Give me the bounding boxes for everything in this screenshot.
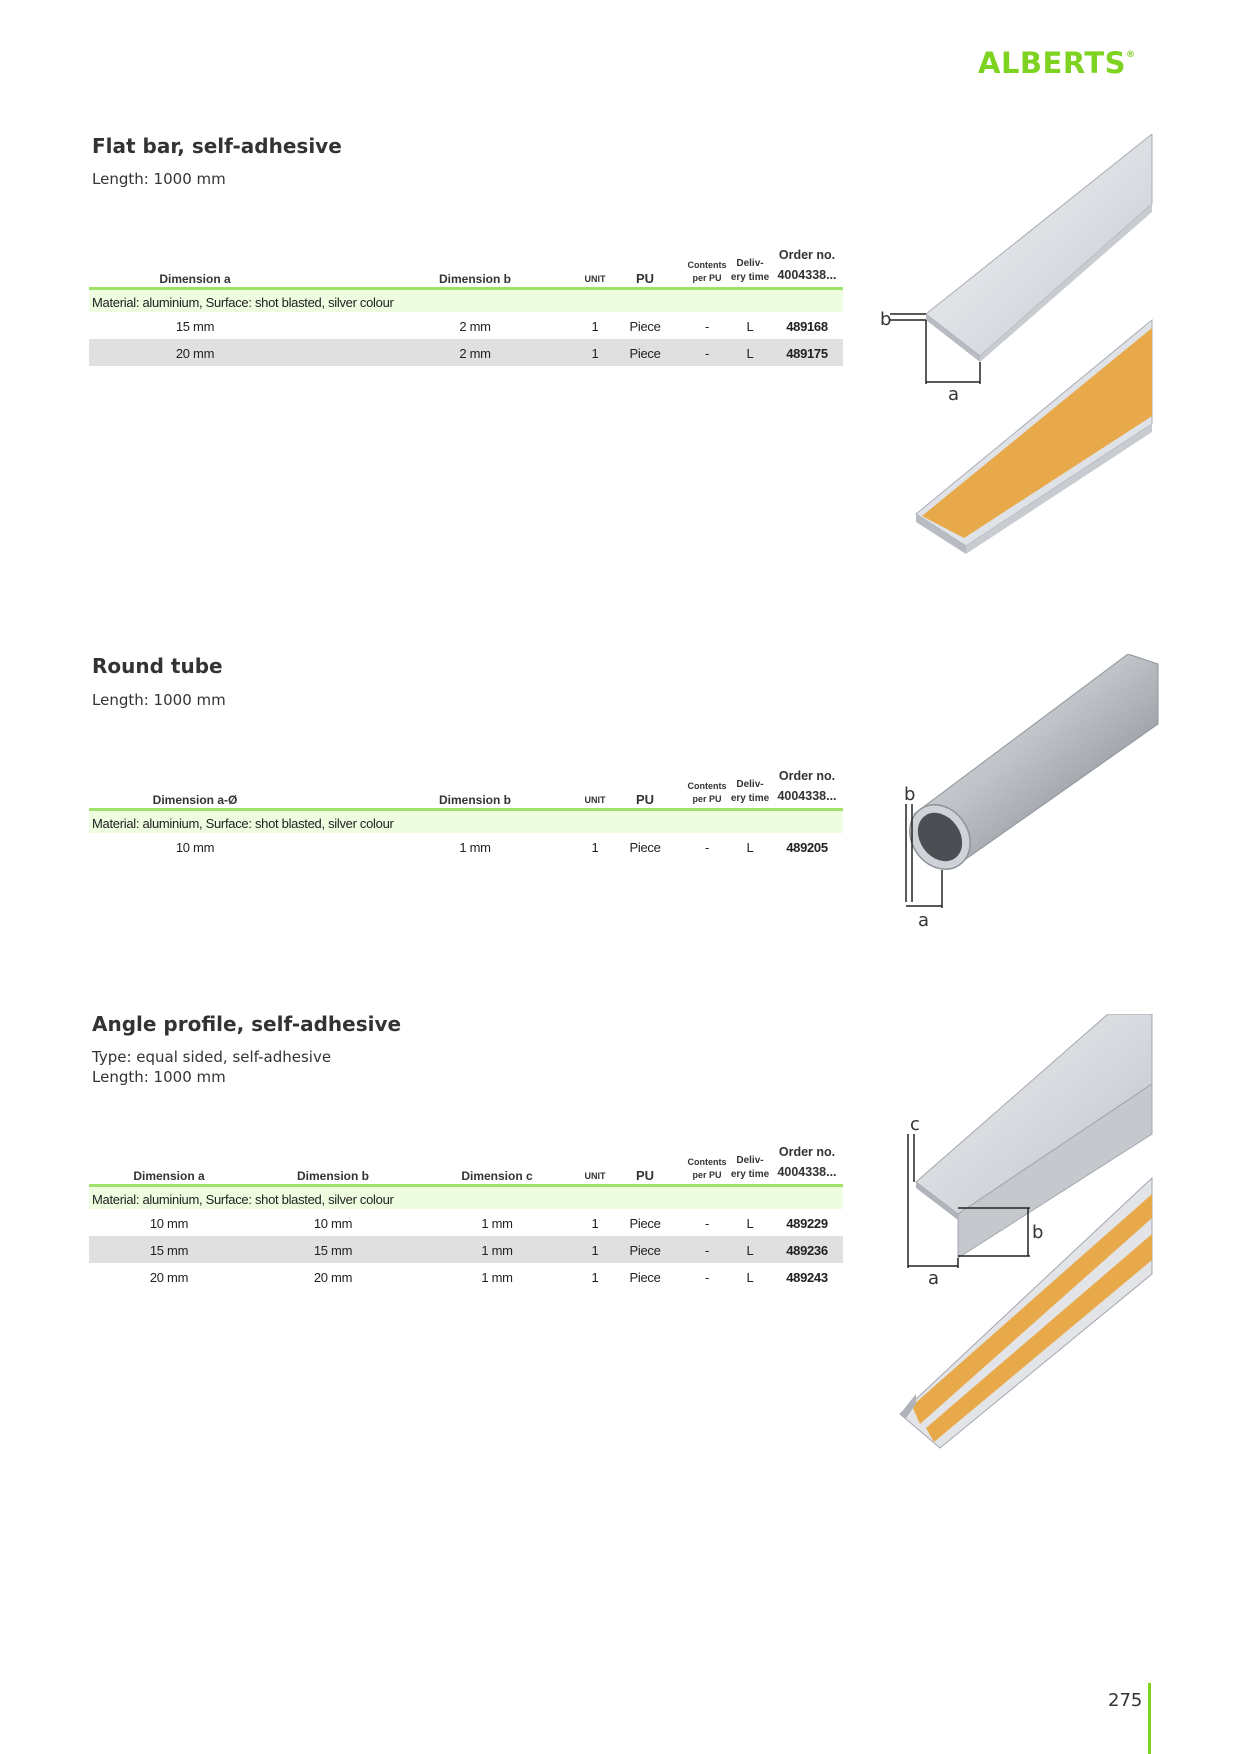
col-contents: Contents per PU [687,260,727,283]
angle-profile-image [886,1014,1160,1454]
section-info-flat-bar [92,169,226,189]
col-pu: PU [635,1168,655,1183]
dim-label-a: a [948,384,960,405]
col-dimension-b: Dimension b [296,1169,369,1183]
col-unit: UNIT [584,795,606,805]
col-contents: Contents per PU [687,781,727,804]
col-delivery: Deliv- ery time [730,1155,770,1180]
col-pu: PU [635,271,655,286]
brand-mark: ® [1126,50,1136,60]
material-row: Material: aluminium, Surface: shot blasted, silver colour [89,287,843,312]
table-row: 20 mm 2 mm 1 Piece - L 489175 [89,339,843,366]
table-row: 15 mm 15 mm 1 mm 1 Piece - L 489236 [89,1236,843,1263]
col-dimension-c: Dimension c [461,1169,533,1183]
dim-label-a: a [928,1268,940,1289]
product-table-angle-profile [89,1145,843,1290]
section-title-angle-profile: Angle profile, self-adhesive [92,1012,402,1036]
col-dimension-a-diameter: Dimension a-Ø [152,793,238,807]
col-order-no: Order no. 4004338... [777,769,837,803]
col-unit: UNIT [584,274,606,284]
col-unit: UNIT [584,1171,606,1181]
col-dimension-b: Dimension b [438,793,511,807]
col-order-no: Order no. 4004338... [777,248,837,282]
material-row: Material: aluminium, Surface: shot blasted, silver colour [89,1184,843,1209]
col-dimension-b: Dimension b [438,272,511,286]
col-delivery: Deliv- ery time [730,779,770,804]
info-length: Length: 1000 mm [92,1068,226,1086]
col-dimension-a: Dimension a [159,272,231,286]
info-length: Length: 1000 mm [92,691,226,709]
table-row: 20 mm 20 mm 1 mm 1 Piece - L 489243 [149,1270,828,1285]
dim-label-c: c [910,1114,920,1135]
info-type: Type: equal sided, self-adhesive [92,1048,332,1066]
table-row: 15 mm 2 mm 1 Piece - L 489168 [175,319,828,334]
section-info-angle-profile [92,1047,331,1087]
table-row: 10 mm 1 mm 1 Piece - L 489205 [175,840,828,855]
product-table-round-tube [89,769,843,860]
col-order-no: Order no. 4004338... [777,1145,837,1179]
round-tube-image [896,654,1160,934]
col-pu: PU [635,792,655,807]
page-number: 275 [1108,1690,1143,1711]
col-contents: Contents per PU [687,1157,727,1180]
brand-name: ALBERTS [978,46,1127,80]
product-table-flat-bar [89,248,843,366]
dim-label-a: a [918,910,930,931]
col-dimension-a: Dimension a [133,1169,205,1183]
dim-label-b: b [880,309,892,330]
brand-logo [978,46,1136,80]
flat-bar-image [870,134,1160,564]
table-row: 10 mm 10 mm 1 mm 1 Piece - L 489229 [149,1216,828,1231]
dim-label-b: b [1032,1222,1044,1243]
info-length: Length: 1000 mm [92,170,226,188]
col-delivery: Deliv- ery time [730,258,770,283]
material-row: Material: aluminium, Surface: shot blasted, silver colour [89,808,843,833]
table-header [89,1145,843,1184]
dim-label-b: b [904,784,916,805]
table-header [89,248,843,287]
section-info-round-tube [92,690,226,710]
page-number-bar [1148,1683,1151,1754]
section-title-flat-bar: Flat bar, self-adhesive [92,134,342,158]
section-title-round-tube: Round tube [92,654,223,678]
table-header [89,769,843,808]
